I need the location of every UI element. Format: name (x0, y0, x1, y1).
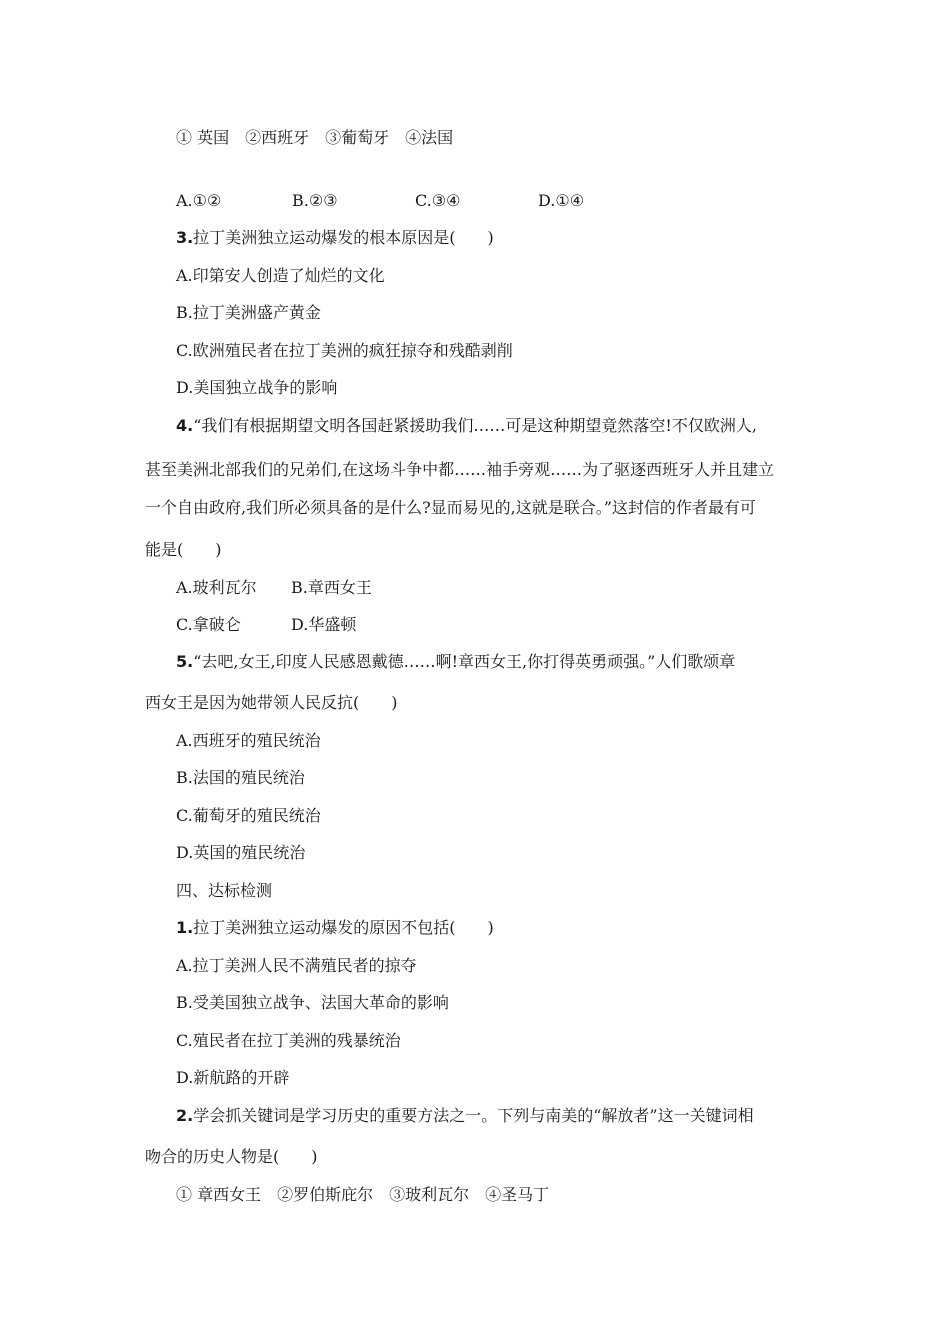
q3-option-c: C.欧洲殖民者在拉丁美洲的疯狂掠夺和残酷剥削 (176, 341, 513, 360)
t1-stem (176, 917, 494, 939)
t1-option-b: B.受美国独立战争、法国大革命的影响 (176, 993, 449, 1012)
q3-stem (176, 227, 494, 249)
q3-option-b: B.拉丁美洲盛产黄金 (176, 303, 321, 322)
section-heading: 四、达标检测 (176, 881, 273, 900)
t1-option-d: D.新航路的开辟 (176, 1068, 290, 1087)
t2-stem-line-2: 吻合的历史人物是( ) (145, 1147, 318, 1166)
q4-option-c: C.拿破仑 (176, 615, 241, 634)
q5-option-d: D.英国的殖民统治 (176, 843, 306, 862)
t2-choices-line: ① 章西女王 ②罗伯斯庇尔 ③玻利瓦尔 ④圣马丁 (176, 1185, 550, 1204)
q5-option-a: A.西班牙的殖民统治 (176, 731, 321, 750)
q5-option-c: C.葡萄牙的殖民统治 (176, 806, 321, 825)
q3-number: 3. (176, 228, 194, 247)
q4-option-a: A.玻利瓦尔 (176, 578, 257, 597)
q2-option-d: D.①④ (538, 191, 585, 210)
q5-line-1-text: “去吧,女王,印度人民感恩戴德……啊!章西女王,你打得英勇顽强。”人们歌颂章 (193, 652, 736, 671)
t2-line-1-text: 学会抓关键词是学习历史的重要方法之一。下列与南美的“解放者”这一关键词相 (193, 1106, 754, 1125)
q2-option-b: B.②③ (292, 191, 338, 210)
q5-number: 5. (176, 652, 194, 671)
q2-option-a: A.①② (176, 191, 222, 210)
q2-option-c: C.③④ (415, 191, 461, 210)
q3-option-d: D.美国独立战争的影响 (176, 378, 338, 397)
q4-line-1-text: “我们有根据期望文明各国赶紧援助我们……可是这种期望竟然落空!不仅欧洲人, (193, 416, 757, 435)
q4-stem-line-2: 甚至美洲北部我们的兄弟们,在这场斗争中都……袖手旁观……为了驱逐西班牙人并且建立 (145, 460, 775, 479)
t1-option-c: C.殖民者在拉丁美洲的残暴统治 (176, 1031, 401, 1050)
q5-stem-line-2: 西女王是因为她带领人民反抗( ) (145, 693, 398, 712)
q4-stem-line-3: 一个自由政府,我们所必须具备的是什么?显而易见的,这就是联合。”这封信的作者最有可 (145, 498, 756, 517)
q4-stem-line-4: 能是( ) (145, 540, 222, 559)
q4-number: 4. (176, 416, 194, 435)
q4-option-d: D.华盛顿 (291, 615, 357, 634)
q3-option-a: A.印第安人创造了灿烂的文化 (176, 266, 385, 285)
t2-number: 2. (176, 1106, 194, 1125)
q2-choices-line: ① 英国 ②西班牙 ③葡萄牙 ④法国 (176, 128, 454, 147)
q4-option-b: B.章西女王 (291, 578, 372, 597)
q4-options-cd (176, 614, 576, 636)
q4-stem-line-1 (176, 415, 757, 437)
q3-stem-text: 拉丁美洲独立运动爆发的根本原因是( ) (193, 228, 494, 247)
q4-options-ab (176, 577, 576, 599)
q5-stem-line-1 (176, 651, 735, 673)
t2-stem-line-1 (176, 1105, 754, 1127)
t1-option-a: A.拉丁美洲人民不满殖民者的掠夺 (176, 956, 417, 975)
t1-stem-text: 拉丁美洲独立运动爆发的原因不包括( ) (193, 918, 494, 937)
q5-option-b: B.法国的殖民统治 (176, 768, 305, 787)
t1-number: 1. (176, 918, 194, 937)
q2-options-row (176, 190, 796, 212)
